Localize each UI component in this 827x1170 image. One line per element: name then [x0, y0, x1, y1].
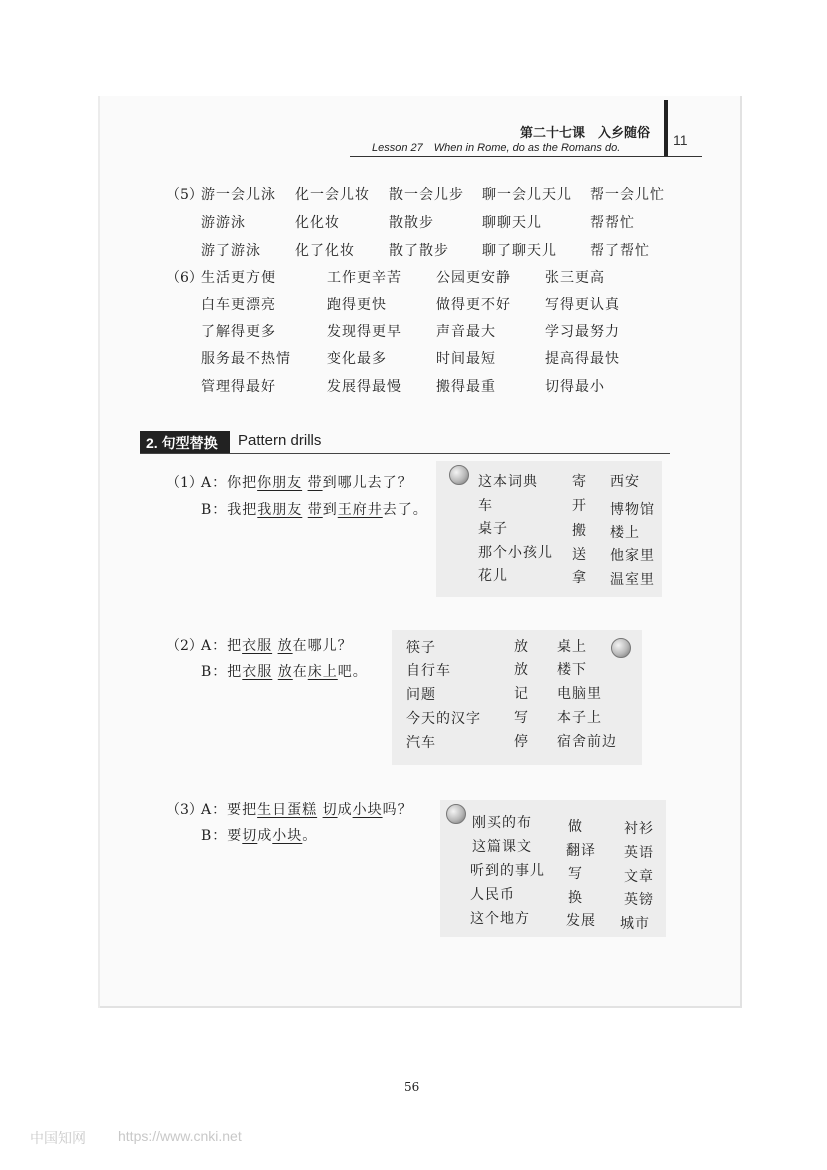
sub-word: 花儿	[478, 568, 508, 584]
lesson-number: 11	[673, 132, 688, 148]
phrase: 帮了帮忙	[590, 243, 650, 259]
sub-verb: 搬	[572, 523, 587, 539]
sub-verb: 换	[568, 890, 583, 906]
phrase: 聊了聊天儿	[482, 243, 557, 259]
sub-verb: 寄	[572, 474, 587, 490]
sub-verb: 发展	[566, 913, 596, 929]
section-title-cn: 2. 句型替换	[140, 431, 230, 453]
sub-place: 楼上	[610, 525, 640, 541]
phrase: 化化妆	[295, 215, 340, 231]
page-number: 56	[404, 1080, 420, 1094]
drill1-sentence-a: A：你把你朋友 带到哪儿去了？	[201, 475, 413, 491]
sub-verb: 拿	[572, 570, 587, 586]
phrase: 切得最小	[545, 379, 605, 395]
sub-word: 那个小孩儿	[478, 545, 553, 561]
sub-word: 桌子	[478, 521, 508, 537]
sub-place: 他家里	[610, 548, 655, 564]
phrase: 游游泳	[201, 215, 246, 231]
phrase: 工作更辛苦	[327, 270, 402, 286]
phrase: 化一会儿妆	[295, 187, 370, 203]
phrase: 散散步	[389, 215, 434, 231]
sub-verb: 翻译	[566, 843, 596, 859]
phrase: 公园更安静	[436, 270, 511, 286]
watermark-cnki: 中国知网	[30, 1131, 86, 1147]
sub-word: 刚买的布	[472, 815, 532, 831]
drill3-sentence-b: B：要切成小块。	[201, 828, 318, 844]
sub-verb: 放	[514, 662, 529, 678]
phrase: 散一会儿步	[389, 187, 464, 203]
drill3-sentence-a: A：要把生日蛋糕 切成小块吗？	[201, 802, 413, 818]
phrase: 帮帮忙	[590, 215, 635, 231]
sub-verb: 做	[568, 819, 583, 835]
sub-word: 车	[478, 498, 493, 514]
sub-verb: 送	[572, 547, 587, 563]
phrase: 跑得更快	[327, 297, 387, 313]
sub-verb: 放	[514, 639, 529, 655]
section-title-en: Pattern drills	[238, 432, 322, 449]
phrase: 生活更方便	[201, 270, 276, 286]
header-bar	[664, 100, 668, 156]
sub-place: 衬衫	[624, 821, 654, 837]
phrase: 管理得最好	[201, 379, 276, 395]
sub-word: 今天的汉字	[406, 711, 481, 727]
drill1-label: （1）	[166, 475, 203, 491]
sub-verb: 停	[514, 734, 529, 750]
phrase: 聊一会儿天儿	[482, 187, 572, 203]
sub-place: 本子上	[557, 710, 602, 726]
phrase: 游了游泳	[201, 243, 261, 259]
phrase: 服务最不热情	[201, 351, 291, 367]
sub-word: 这个地方	[470, 911, 530, 927]
sub-place: 桌上	[557, 639, 587, 655]
sub-place: 博物馆	[610, 502, 655, 518]
phrase: 写得更认真	[545, 297, 620, 313]
sub-word: 问题	[406, 687, 436, 703]
sub-place: 英镑	[624, 892, 654, 908]
phrase: 化了化妆	[295, 243, 355, 259]
drill2-sentence-b: B：把衣服 放在床上吧。	[201, 664, 368, 680]
sub-place: 西安	[610, 474, 640, 490]
phrase: 学习最努力	[545, 324, 620, 340]
bullet-ball-icon	[449, 465, 469, 485]
sub-place: 温室里	[610, 572, 655, 588]
phrase: 发展得最慢	[327, 379, 402, 395]
drill3-label: （3）	[166, 802, 203, 818]
scan-edge	[98, 96, 100, 1008]
sub-place: 楼下	[557, 662, 587, 678]
phrase: 帮一会儿忙	[590, 187, 665, 203]
sub-word: 筷子	[406, 640, 436, 656]
sub-word: 人民币	[470, 887, 515, 903]
watermark-url: https://www.cnki.net	[118, 1128, 242, 1144]
phrase: 时间最短	[436, 351, 496, 367]
sub-verb: 写	[568, 866, 583, 882]
sub-word: 听到的事儿	[470, 863, 545, 879]
phrase: 散了散步	[389, 243, 449, 259]
sub-word: 这本词典	[478, 474, 538, 490]
phrase: 声音最大	[436, 324, 496, 340]
phrase: 发现得更早	[327, 324, 402, 340]
header-rule	[350, 156, 702, 157]
sub-verb: 开	[572, 498, 587, 514]
phrase: 搬得最重	[436, 379, 496, 395]
drill1-sentence-b: B：我把我朋友 带到王府井去了。	[201, 502, 428, 518]
sub-verb: 记	[514, 686, 529, 702]
lesson-title-cn: 第二十七课 入乡随俗	[520, 126, 651, 141]
lesson-title-en: Lesson 27 When in Rome, do as the Romans do.	[372, 142, 621, 154]
section-rule	[140, 453, 670, 454]
phrase: 张三更高	[545, 270, 605, 286]
drill2-sentence-a: A：把衣服 放在哪儿？	[201, 638, 353, 654]
phrase: 做得更不好	[436, 297, 511, 313]
sub-place: 城市	[620, 916, 650, 932]
sub-place: 英语	[624, 845, 654, 861]
group5-label: （5）	[166, 187, 203, 203]
sub-place: 文章	[624, 869, 654, 885]
drill2-label: （2）	[166, 638, 203, 654]
group6-label: （6）	[166, 270, 203, 286]
bullet-ball-icon	[611, 638, 631, 658]
sub-word: 汽车	[406, 735, 436, 751]
sub-word: 这篇课文	[472, 839, 532, 855]
phrase: 白车更漂亮	[201, 297, 276, 313]
phrase: 聊聊天儿	[482, 215, 542, 231]
sub-word: 自行车	[406, 663, 451, 679]
sub-place: 宿舍前边	[557, 734, 617, 750]
phrase: 变化最多	[327, 351, 387, 367]
phrase: 游一会儿泳	[201, 187, 276, 203]
bullet-ball-icon	[446, 804, 466, 824]
sub-verb: 写	[514, 710, 529, 726]
sub-place: 电脑里	[557, 686, 602, 702]
phrase: 了解得更多	[201, 324, 276, 340]
phrase: 提高得最快	[545, 351, 620, 367]
